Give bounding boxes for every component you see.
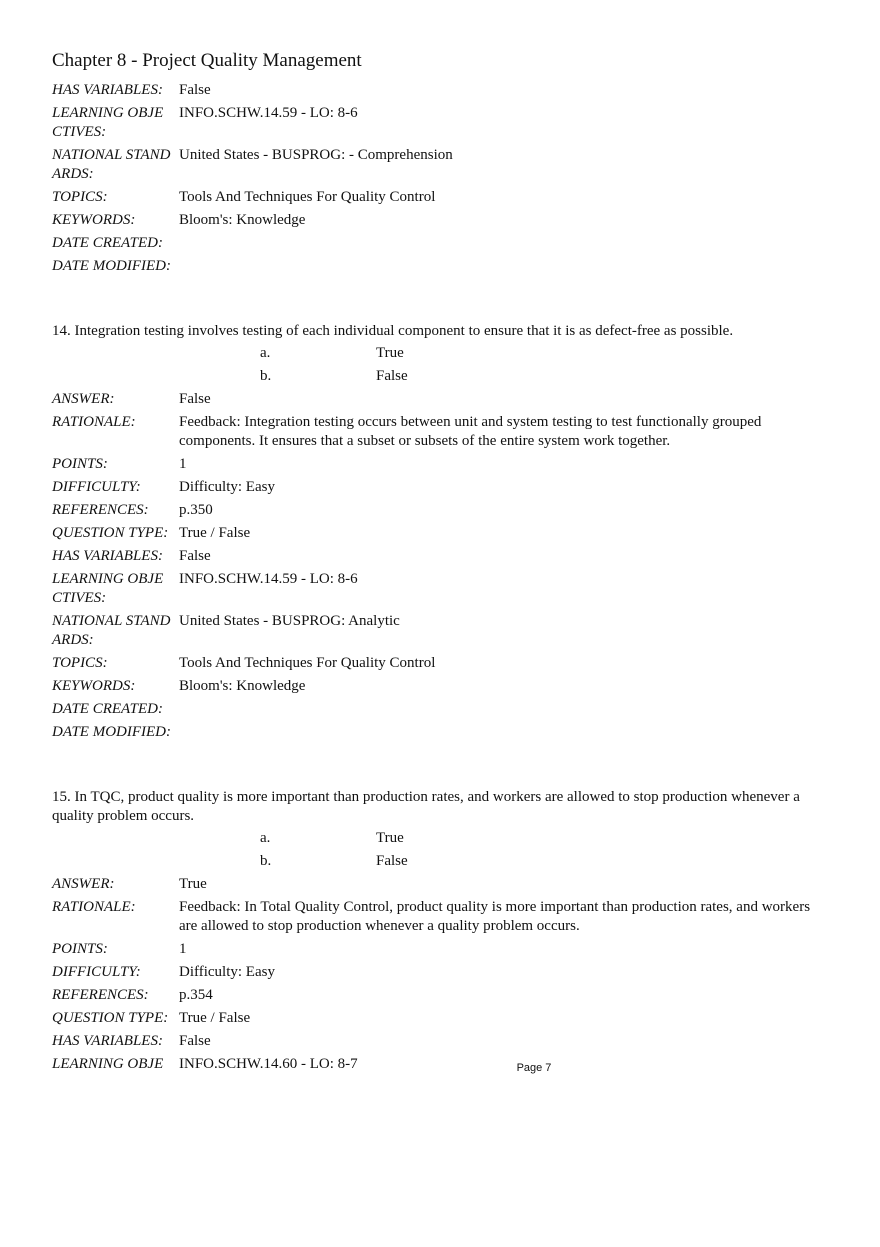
learning-objectives-row: LEARNING OBJE CTIVES: INFO.SCHW.14.59 - LO: 8-6 <box>52 571 358 606</box>
date-created-row: DATE CREATED: <box>52 235 163 251</box>
has-variables-row: HAS VARIABLES: False <box>52 548 211 564</box>
learning-objectives-row: LEARNING OBJE INFO.SCHW.14.60 - LO: 8-7 <box>52 1056 358 1072</box>
document-page <box>52 50 812 1078</box>
date-created-row: DATE CREATED: <box>52 701 163 717</box>
date-modified-row: DATE MODIFIED: <box>52 724 171 740</box>
question-type-row: QUESTION TYPE: True / False <box>52 1010 251 1026</box>
references-row: REFERENCES: p.350 <box>52 502 213 518</box>
question-15-option-a: a. True <box>260 830 404 846</box>
keywords-row: KEYWORDS: Bloom's: Knowledge <box>52 212 306 228</box>
keywords-row: KEYWORDS: Bloom's: Knowledge <box>52 678 306 694</box>
points-row: POINTS: 1 <box>52 941 187 957</box>
has-variables-row: HAS VARIABLES: False <box>52 82 211 98</box>
question-14-text: 14. Integration testing involves testing of each individual component to ensure that it is as defect-free as possible. <box>52 323 734 339</box>
rationale-row: RATIONALE: Feedback: Integration testing occurs between unit and system testing to test functionally grouped components. It ensures that a subset or subsets of the entire system work together. <box>52 414 762 449</box>
question-type-row: QUESTION TYPE: True / False <box>52 525 251 541</box>
topics-row: TOPICS: Tools And Techniques For Quality Control <box>52 655 436 671</box>
learning-objectives-row: LEARNING OBJE CTIVES: INFO.SCHW.14.59 - LO: 8-6 <box>52 105 358 140</box>
rationale-row: RATIONALE: Feedback: In Total Quality Control, product quality is more important than production rates, and workers are allowed to stop production whenever a quality problem occurs. <box>52 899 811 934</box>
national-standards-row: NATIONAL STAND ARDS: United States - BUSPROG: - Comprehension <box>52 147 453 182</box>
national-standards-row: NATIONAL STAND ARDS: United States - BUSPROG: Analytic <box>52 613 400 648</box>
page-number: Page 7 <box>516 1062 552 1074</box>
difficulty-row: DIFFICULTY: Difficulty: Easy <box>52 479 275 495</box>
topics-row: TOPICS: Tools And Techniques For Quality Control <box>52 189 436 205</box>
page-title: Chapter 8 - Project Quality Management <box>52 50 362 71</box>
question-15-text: 15. In TQC, product quality is more important than production rates, and workers are allowed to stop production whenever a quality problem occurs. <box>52 789 800 824</box>
points-row: POINTS: 1 <box>52 456 187 472</box>
answer-row: ANSWER: False <box>52 391 211 407</box>
question-14-option-a: a. True <box>260 345 404 361</box>
answer-row: ANSWER: True <box>52 876 207 892</box>
question-15-option-b: b. False <box>260 853 408 869</box>
references-row: REFERENCES: p.354 <box>52 987 213 1003</box>
date-modified-row: DATE MODIFIED: <box>52 258 171 274</box>
has-variables-row: HAS VARIABLES: False <box>52 1033 211 1049</box>
difficulty-row: DIFFICULTY: Difficulty: Easy <box>52 964 275 980</box>
question-14-option-b: b. False <box>260 368 408 384</box>
